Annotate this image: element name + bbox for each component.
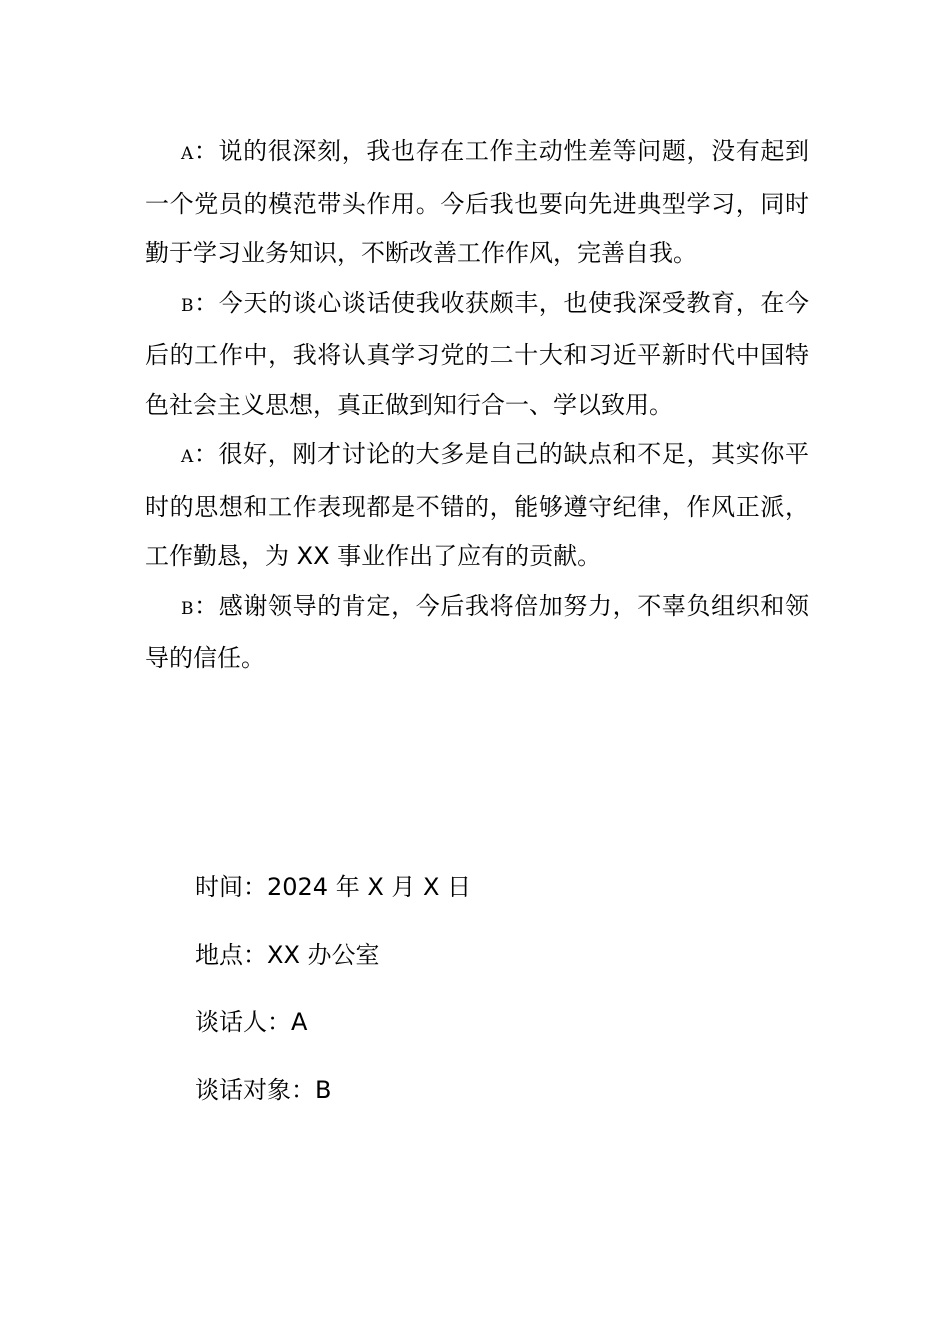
meeting-info <box>195 870 795 1140</box>
interviewer: 谈话人：A <box>195 1008 308 1036</box>
meeting-place: 地点：XX 办公室 <box>195 940 380 969</box>
dialogue-paragraph <box>145 430 809 582</box>
dialogue-text: 感谢领导的肯定，今后我将倍加努力，不辜负组织和领导的信任。 <box>145 591 810 672</box>
speaker-separator: ： <box>193 440 219 468</box>
speaker-label: B <box>181 295 194 316</box>
meeting-time: 时间：2024 年 X 月 X 日 <box>195 873 472 901</box>
dialogue-paragraph <box>145 582 809 684</box>
dialogue-paragraph <box>145 127 809 279</box>
dialogue-text: 今天的谈心谈话使我收获颇丰，也使我深受教育，在今后的工作中，我将认真学习党的二十大和习近平新时代中国特色社会主义思想，真正做到知行合一、学以致用。 <box>145 288 810 419</box>
speaker-label: A <box>181 447 194 467</box>
dialogue-paragraph <box>145 279 809 431</box>
dialogue-text: 说的很深刻，我也存在工作主动性差等问题，没有起到一个党员的模范带头作用。今后我也要向先进典型学习，同时勤于学习业务知识，不断改善工作作风，完善自我。 <box>145 137 810 267</box>
speaker-label: B <box>181 598 194 619</box>
speaker-separator: ： <box>193 137 219 165</box>
dialogue-text: 很好，刚才讨论的大多是自己的缺点和不足，其实你平时的思想和工作表现都是不错的，能够遵守纪律，作风正派，工作勤恳，为 XX 事业作出了应有的贡献。 <box>145 440 810 570</box>
speaker-separator: ： <box>193 591 219 620</box>
dialogue-section <box>145 127 809 684</box>
interviewee: 谈话对象：B <box>195 1075 332 1104</box>
speaker-separator: ： <box>193 288 219 317</box>
speaker-label: A <box>181 144 194 164</box>
